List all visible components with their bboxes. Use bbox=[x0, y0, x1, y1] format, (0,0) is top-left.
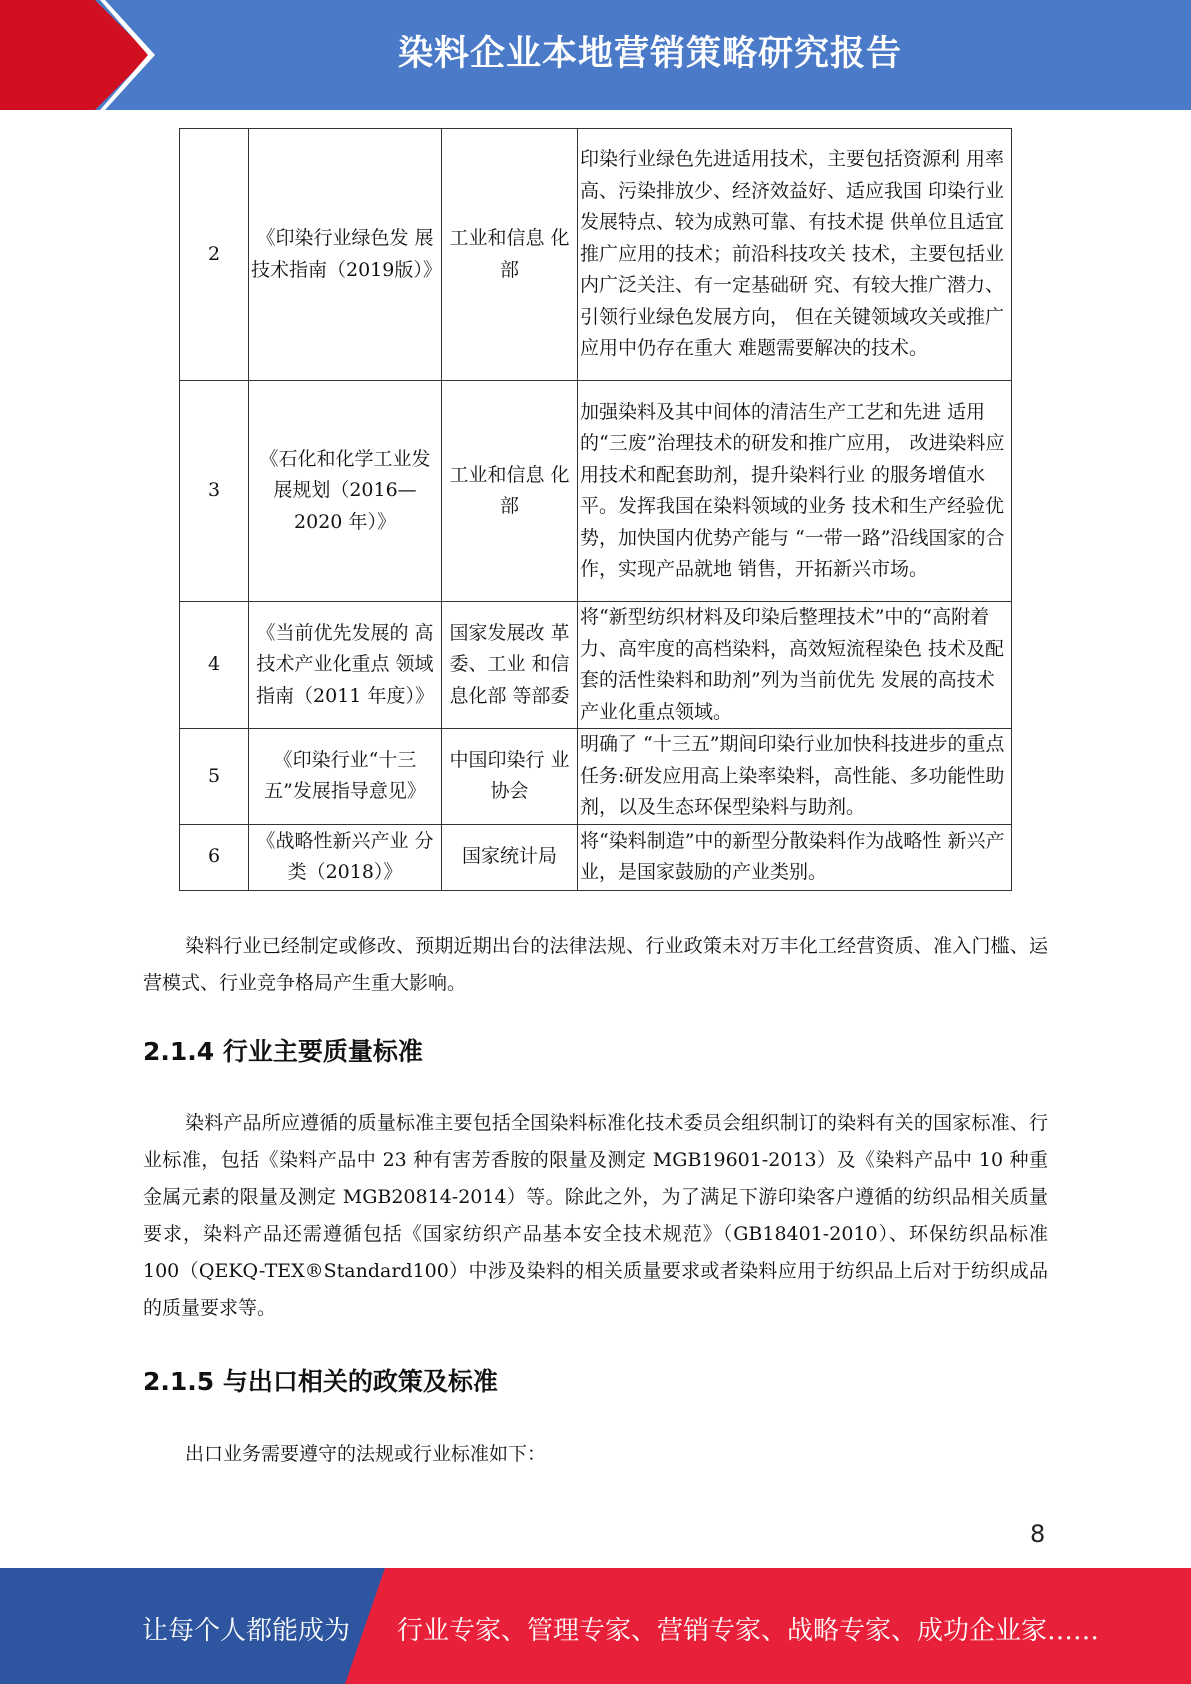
row-number: 3 bbox=[180, 381, 249, 602]
policy-description: 印染行业绿色先进适用技术，主要包括资源利 用率高、污染排放少、经济效益好、适应我国 印染行业发展特点、较为成熟可靠、有技术提 供单位且适宜推广应用的技术；前沿科技攻关 技术，主要包括业内广泛关注、有一定基础研 究、有较大推广潜力、引领行业绿色发展方向， 但在关键领域攻关或推广应用中仍存在重大 难题需要解决的技术。 bbox=[578, 129, 1012, 381]
table-row bbox=[180, 129, 1012, 381]
page-footer bbox=[0, 1568, 1191, 1684]
policy-description: 将“染料制造”中的新型分散染料作为战略性 新兴产业，是国家鼓励的产业类别。 bbox=[578, 824, 1012, 890]
policy-name: 《战略性新兴产业 分类（2018）》 bbox=[249, 824, 442, 890]
policy-name: 《石化和化学工业发展规划（2016—2020 年）》 bbox=[249, 381, 442, 602]
page-number: 8 bbox=[1030, 1520, 1046, 1548]
body-paragraph: 染料产品所应遵循的质量标准主要包括全国染料标准化技术委员会组织制订的染料有关的国家标准、行业标准，包括《染料产品中 23 种有害芳香胺的限量及测定 MGB19601-2013）及《染料产品中 10 种重金属元素的限量及测定 MGB20814-2014）等。除此之外，为了满足下游印染客户遵循的纺织品相关质量要求，染料产品还需遵循包括《国家纺织产品基本安全技术规范》（GB18401-2010）、环保纺织品标准 100（QEKQ-TEX®Standard100）中涉及染料的相关质量要求或者染料应用于纺织品上后对于纺织成品的质量要求等。 bbox=[143, 1112, 1048, 1319]
footer-slogan-right: 行业专家、管理专家、营销专家、战略专家、成功企业家…… bbox=[397, 1616, 1100, 1646]
footer-slogan-left: 让每个人都能成为 bbox=[142, 1616, 351, 1646]
row-number: 4 bbox=[180, 602, 249, 729]
page-header bbox=[0, 0, 1191, 110]
policy-name: 《印染行业绿色发 展技术指南（2019版）》 bbox=[249, 129, 442, 381]
policy-table bbox=[179, 128, 1012, 891]
table-row bbox=[180, 729, 1012, 825]
policy-description: 加强染料及其中间体的清洁生产工艺和先进 适用的“三废”治理技术的研发和推广应用， 改进染料应用技术和配套助剂，提升染料行业 的服务增值水平。发挥我国在染料领域的业务 技术和生产经验优势，加快国内优势产能与 “一带一路”沿线国家的合作，实现产品就地 销售，开拓新兴市场。 bbox=[578, 381, 1012, 602]
issuing-department: 国家统计局 bbox=[442, 824, 578, 890]
issuing-department: 工业和信息 化部 bbox=[442, 381, 578, 602]
report-title: 染料企业本地营销策略研究报告 bbox=[397, 34, 902, 74]
table-row bbox=[180, 824, 1012, 890]
issuing-department: 工业和信息 化部 bbox=[442, 129, 578, 381]
table-row bbox=[180, 602, 1012, 729]
policy-name: 《当前优先发展的 高技术产业化重点 领域指南（2011 年度）》 bbox=[249, 602, 442, 729]
policy-description: 明确了 “十三五”期间印染行业加快科技进步的重点任务:研发应用高上染率染料，高性能、多功能性助剂，以及生态环保型染料与助剂。 bbox=[578, 729, 1012, 825]
body-paragraph: 出口业务需要遵守的法规或行业标准如下： bbox=[185, 1443, 547, 1465]
header-red-arrow-decoration bbox=[0, 0, 150, 110]
section-heading: 2.1.4 行业主要质量标准 bbox=[143, 1037, 423, 1066]
body-paragraph: 染料行业已经制定或修改、预期近期出台的法律法规、行业政策未对万丰化工经营资质、准入门槛、运营模式、行业竞争格局产生重大影响。 bbox=[143, 935, 1048, 994]
policy-description: 将“新型纺织材料及印染后整理技术”中的“高附着力、高牢度的高档染料，高效短流程染色 技术及配套的活性染料和助剂”列为当前优先 发展的高技术产业化重点领域。 bbox=[578, 602, 1012, 729]
section-heading: 2.1.5 与出口相关的政策及标准 bbox=[143, 1367, 498, 1396]
issuing-department: 中国印染行 业协会 bbox=[442, 729, 578, 825]
row-number: 5 bbox=[180, 729, 249, 825]
table-row bbox=[180, 381, 1012, 602]
row-number: 2 bbox=[180, 129, 249, 381]
row-number: 6 bbox=[180, 824, 249, 890]
issuing-department: 国家发展改 革委、工业 和信息化部 等部委 bbox=[442, 602, 578, 729]
policy-name: 《印染行业“十三五”发展指导意见》 bbox=[249, 729, 442, 825]
